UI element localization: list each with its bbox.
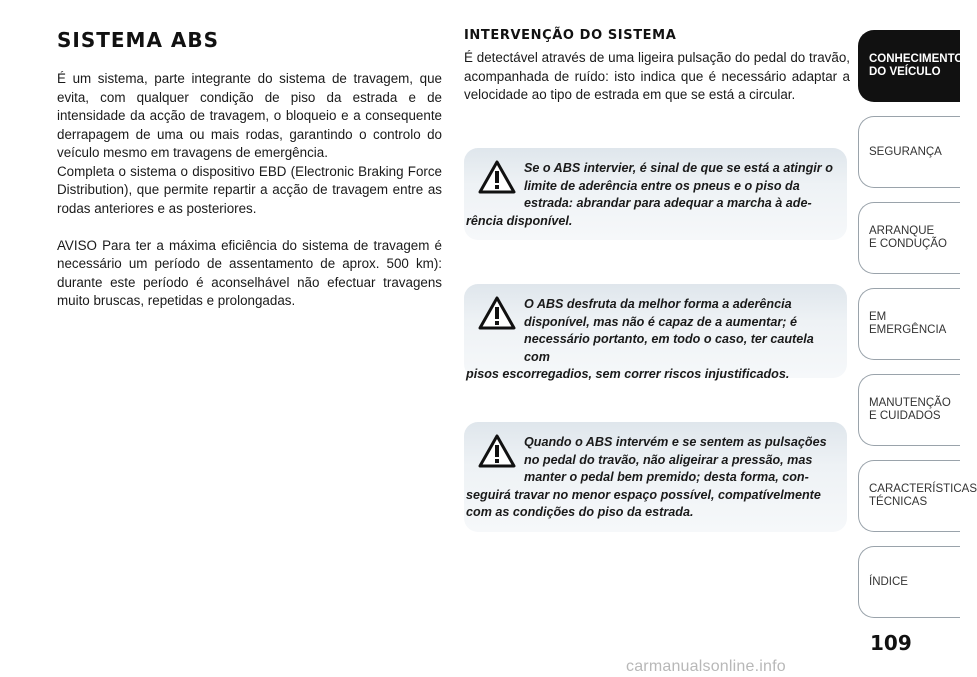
tab-arranque-e-conducao[interactable]: ARRANQUE E CONDUÇÃO: [858, 202, 960, 274]
watermark: carmanualsonline.info: [626, 658, 786, 675]
warning-box-1: [464, 148, 847, 240]
warning-triangle-icon: [478, 160, 516, 194]
warning-notice: AVISO Para ter a máxima eficiência do sistema de travagem é necessário um período de assentamento de aprox. 500 km): durante este período é aconselhável não efectuar travagens muito bruscas, repetidas e prolongadas.: [57, 237, 442, 308]
warning-box-2: [464, 284, 847, 381]
subsection-title: INTERVENÇÃO DO SISTEMA: [464, 28, 677, 43]
abs-description: É um sistema, parte integrante do sistema de travagem, que evita, com qualquer condição de piso da estrada e de intensidade da acção de travagem, o bloqueio e a consequente derrapagem de uma ou mais rodas, garantindo o controlo do veículo mesmo em travagens de emergência.: [57, 71, 442, 160]
page-number: 109: [870, 631, 912, 655]
tab-manutencao-e-cuidados[interactable]: MANUTENÇÃO E CUIDADOS: [858, 374, 960, 446]
intervention-section: [464, 28, 850, 105]
tab-caracteristicas-tecnicas[interactable]: CARACTERÍSTICAS TÉCNICAS: [858, 460, 960, 532]
warning-box-3: [464, 422, 847, 532]
tab-em-emergencia[interactable]: EM EMERGÊNCIA: [858, 288, 960, 360]
warning-triangle-icon: [478, 434, 516, 468]
section-title: SISTEMA ABS: [57, 28, 220, 52]
warning-text-2: O ABS desfruta da melhor forma a aderência disponível, mas não é capaz de a aumentar; é necessário portanto, em todo o caso, ter cautela com pisos escorregadios, sem correr riscos injustificados.: [466, 297, 814, 381]
tab-conhecimento-do-veiculo[interactable]: CONHECIMENTO DO VEÍCULO: [858, 30, 960, 102]
warning-text-3: Quando o ABS intervém e se sentem as pulsações no pedal do travão, não aligeirar a pressão, mas manter o pedal bem premido; desta forma, con- seguirá travar no menor espaço possível, compatívelmente com as condições do piso da estrada.: [466, 435, 827, 519]
tab-seguranca[interactable]: SEGURANÇA: [858, 116, 960, 188]
abs-section: [57, 28, 442, 311]
warning-text-1: Se o ABS intervier, é sinal de que se está a atingir o limite de aderência entre os pneus e o piso da estrada: abrandar para adequar a marcha à ade- rência disponível.: [466, 161, 833, 228]
warning-triangle-icon: [478, 296, 516, 330]
tab-indice[interactable]: ÍNDICE: [858, 546, 960, 618]
ebd-description: Completa o sistema o dispositivo EBD (Electronic Braking Force Distribution), que permite repartir a acção de travagem entre as rodas anteriores e as posteriores.: [57, 163, 442, 216]
intervention-description: É detectável através de uma ligeira pulsação do pedal do travão, acompanhada de ruído: isto indica que é necessário adaptar a velocidade ao tipo de estrada em que se está a circular.: [464, 50, 850, 102]
